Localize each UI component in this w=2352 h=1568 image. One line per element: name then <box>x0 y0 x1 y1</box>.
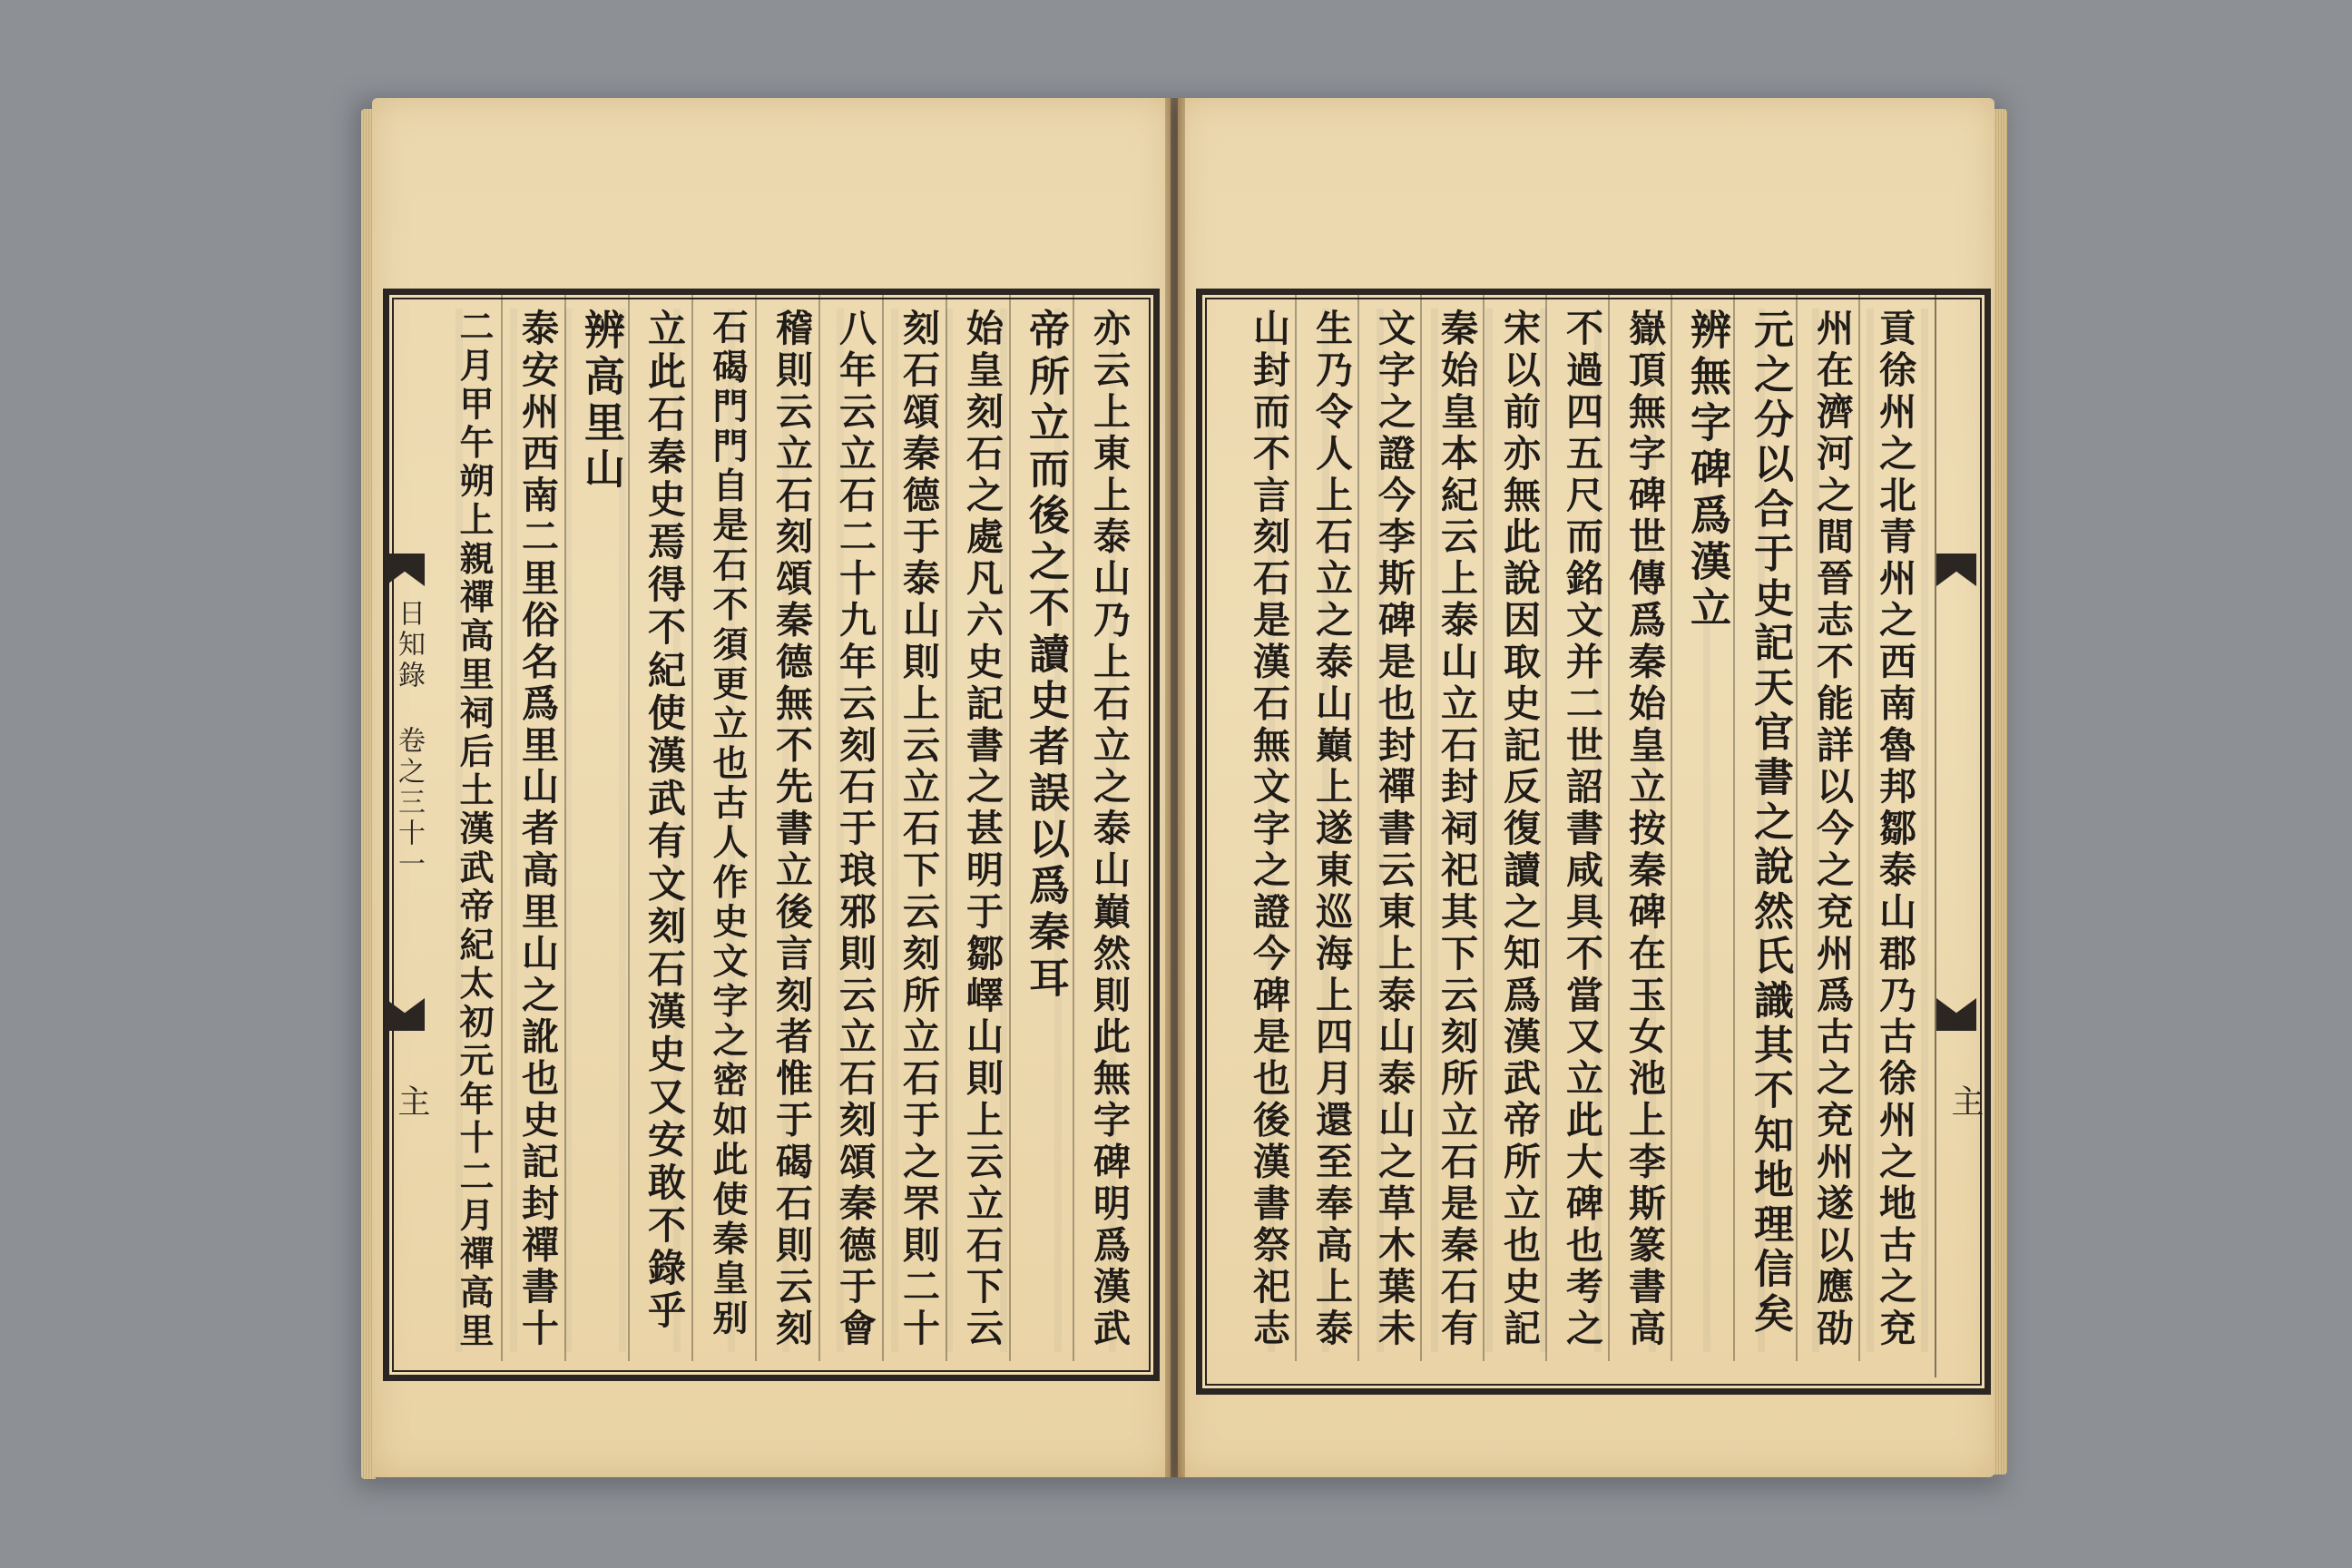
left-column-rule <box>691 295 693 1361</box>
left-text-column-7: 石碣門門自是石不須更立也古人作史文字之密如此使秦皇别 <box>707 309 749 1339</box>
right-margin-strip <box>1935 289 1975 1377</box>
left-column-rule <box>882 295 884 1361</box>
left-text-column-10: 泰安州西南二里俗名爲里山者高里山之訛也史記封禪書十 <box>515 309 559 1350</box>
left-column-rule <box>818 295 820 1361</box>
left-page-number: 主 <box>393 1084 430 1121</box>
left-text-column-3: 始皇刻石之處凡六史記書之甚明于鄒嶧山則上云立石下云 <box>960 309 1004 1350</box>
left-column-rule <box>564 295 566 1361</box>
left-text-column-5: 八年云立石二十九年云刻石于琅邪則云立石刻頌秦德于會 <box>833 309 877 1350</box>
right-text-column-1: 貢徐州之北青州之西南魯邦鄒泰山郡乃古徐州之地古之兗 <box>1873 309 1916 1350</box>
left-text-column-9: 辨高里山 <box>577 309 625 494</box>
book-title-label: 日知錄 <box>393 599 425 691</box>
right-page-number: 主 <box>1946 1084 1984 1121</box>
right-text-column-3: 元之分以合于史記天官書之說然氏識其不知地理信矣 <box>1747 309 1793 1338</box>
right-text-column-7: 宋以前亦無此說因取史記反復讀之知爲漢武帝所立也史記 <box>1497 309 1541 1350</box>
right-text-column-6: 不過四五尺而銘文并二世詔書咸具不當又立此大碑也考之 <box>1560 309 1603 1350</box>
left-text-column-2: 帝所立而後之不讀史者誤以爲秦耳 <box>1022 309 1070 1003</box>
book-gutter <box>1165 98 1185 1477</box>
left-text-column-6: 稽則云立石刻頌秦德無不先書立後言刻者惟于碣石則云刻 <box>769 309 813 1350</box>
right-text-column-5: 嶽頂無字碑世傳爲秦始皇立按秦碑在玉女池上李斯篆書高 <box>1622 309 1666 1350</box>
left-column-rule <box>1073 295 1074 1361</box>
left-column-rule <box>501 295 503 1361</box>
right-text-column-11: 山封而不言刻石是漢石無文字之證今碑是也後漢書祭祀志 <box>1247 309 1290 1350</box>
right-text-column-4: 辨無字碑爲漢立 <box>1683 309 1731 632</box>
chapter-label: 卷之三十一 <box>393 726 425 880</box>
right-text-column-9: 文字之證今李斯碑是也封禪書云東上泰山泰山之草木葉未 <box>1372 309 1416 1350</box>
left-column-rule <box>628 295 630 1361</box>
right-text-column-10: 生乃令人上石立之泰山巔上遂東巡海上四月還至奉高上泰 <box>1309 309 1353 1350</box>
left-column-rule <box>946 295 947 1361</box>
left-text-column-11: 二月甲午朔上親禪高里祠后土漢武帝紀太初元年十二月禪高里 <box>454 309 495 1352</box>
left-text-column-1: 亦云上東上泰山乃上石立之泰山巔然則此無字碑明爲漢武 <box>1087 309 1131 1350</box>
right-text-column-8: 秦始皇本紀云上泰山立石封祠祀其下云刻所立石是秦石有 <box>1435 309 1478 1350</box>
left-text-column-8: 立此石秦史焉得不紀使漢武有文刻石漢史又安敢不錄乎 <box>642 309 687 1333</box>
right-text-column-2: 州在濟河之間晉志不能詳以今之兗州爲古之兗州遂以應劭 <box>1810 309 1854 1350</box>
left-text-column-4: 刻石頌秦德于泰山則上云立石下云刻所立石于之罘則二十 <box>897 309 940 1350</box>
left-column-rule <box>755 295 757 1361</box>
left-column-rule <box>1009 295 1011 1361</box>
